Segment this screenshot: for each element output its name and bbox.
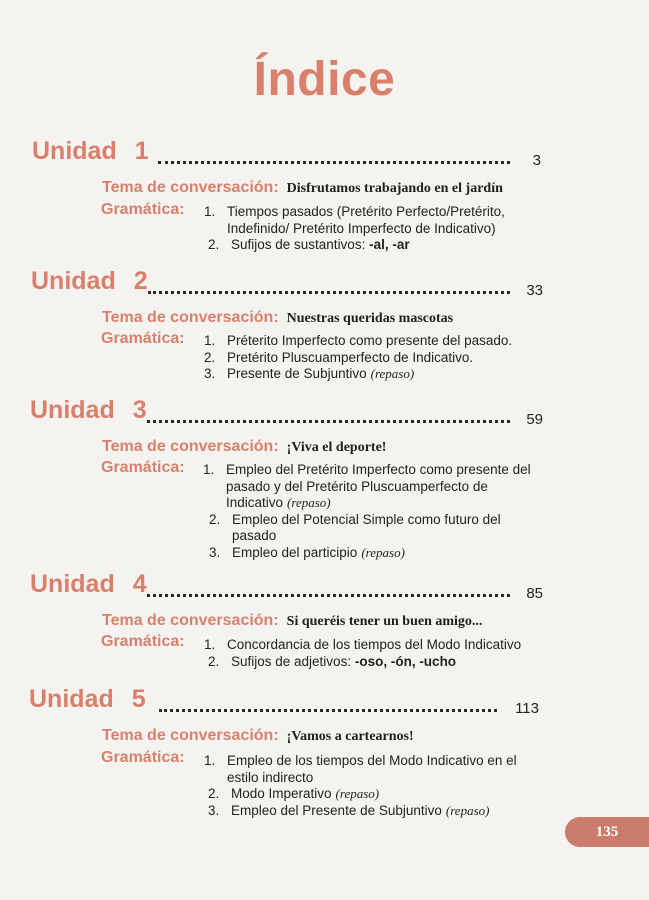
- unit-1-title: [32, 137, 149, 166]
- unit-1-label: Unidad: [32, 137, 117, 165]
- unit-5-grammar-list: [204, 753, 540, 819]
- unit-3-leader: [147, 420, 510, 423]
- grammar-item: 3. Empleo del participio (repaso): [209, 544, 405, 560]
- unit-1-grammar-list: [204, 204, 524, 254]
- grammar-item: 3. Presente de Subjuntivo (repaso): [204, 366, 415, 381]
- unit-5-number: 5: [131, 685, 146, 713]
- unit-5-topic-text: ¡Vamos a cartearnos!: [286, 729, 414, 744]
- unit-2-page[interactable]: 33: [526, 282, 543, 299]
- unit-3-label: Unidad: [30, 396, 115, 424]
- unit-5-header[interactable]: [0, 685, 649, 719]
- unit-5-leader: [159, 709, 497, 712]
- unit-2-grammar-list: [204, 333, 544, 383]
- unit-2-topic: Tema de conversación: Nuestras queridas mascotas: [102, 309, 454, 326]
- unit-4-grammar-list: [204, 637, 544, 670]
- grammar-label: Gramática:: [101, 633, 185, 650]
- unit-1-page[interactable]: 3: [532, 152, 541, 169]
- unit-4-leader: [147, 594, 510, 597]
- unit-2-topic-text: Nuestras queridas mascotas: [286, 311, 454, 326]
- unit-2-leader: [148, 291, 510, 294]
- grammar-item: 1. Empleo del Pretérito Imperfecto como presente del pasado y del Pretérito Pluscuamperfecto de Indicativo (repaso): [203, 462, 531, 510]
- unit-3-grammar-list: [203, 462, 533, 561]
- unit-2-header[interactable]: [0, 267, 649, 301]
- grammar-label: Gramática:: [101, 749, 185, 766]
- grammar-item: 2. Sufijos de adjetivos: -oso, -ón, -ucho: [208, 653, 457, 669]
- unit-3-header[interactable]: [0, 396, 649, 430]
- grammar-item: 1. Empleo de los tiempos del Modo Indicativo en el estilo indirecto: [204, 753, 517, 785]
- page-number-badge: 135: [565, 817, 649, 847]
- unit-5-label: Unidad: [29, 685, 114, 713]
- grammar-item: 2. Pretérito Pluscuamperfecto de Indicativo.: [204, 349, 474, 365]
- grammar-item: 3. Empleo del Presente de Subjuntivo (repaso): [208, 802, 490, 818]
- unit-1-topic-text: Disfrutamos trabajando en el jardín: [286, 181, 503, 196]
- unit-4-topic-text: Si queréis tener un buen amigo...: [286, 614, 483, 629]
- unit-5-title: [29, 685, 146, 714]
- grammar-label: Gramática:: [101, 201, 185, 218]
- grammar-label: Gramática:: [101, 459, 185, 476]
- unit-3-topic-text: ¡Viva el deporte!: [286, 440, 387, 455]
- unit-4-topic: Tema de conversación: Si queréis tener un buen amigo...: [102, 612, 483, 629]
- unit-4-number: 4: [132, 570, 147, 598]
- grammar-item: 2. Empleo del Potencial Simple como futuro del pasado: [209, 511, 501, 543]
- grammar-item: 2. Modo Imperativo (repaso): [208, 786, 380, 801]
- unit-2-label: Unidad: [31, 267, 116, 295]
- unit-3-number: 3: [132, 396, 147, 424]
- unit-5-topic: Tema de conversación: ¡Vamos a cartearnos!: [102, 727, 414, 744]
- grammar-label: Gramática:: [101, 330, 185, 347]
- unit-3-topic: Tema de conversación: ¡Viva el deporte!: [102, 438, 387, 455]
- unit-3-page[interactable]: 59: [526, 411, 543, 428]
- unit-1-topic: [102, 179, 503, 197]
- unit-1-leader: [158, 161, 510, 164]
- unit-3-title: [30, 396, 147, 425]
- unit-5-page[interactable]: 113: [515, 700, 539, 717]
- grammar-item: 1. Concordancia de los tiempos del Modo Indicativo: [204, 637, 522, 652]
- unit-2-number: 2: [133, 267, 148, 295]
- grammar-item: 1. Tiempos pasados (Pretérito Perfecto/Pretérito, Indefinido/ Pretérito Imperfecto de Indicativo): [204, 204, 505, 236]
- topic-label: Tema de conversación:: [102, 179, 279, 196]
- unit-4-label: Unidad: [30, 570, 115, 598]
- grammar-item: 2. Sufijos de sustantivos: -al, -ar: [208, 237, 410, 252]
- unit-4-page[interactable]: 85: [526, 585, 543, 602]
- grammar-item: 1. Préterito Imperfecto como presente del pasado.: [204, 333, 513, 348]
- unit-1-number: 1: [134, 137, 149, 165]
- unit-4-title: [30, 570, 147, 599]
- page-title: Índice: [253, 53, 396, 106]
- unit-1-header[interactable]: [0, 137, 649, 171]
- unit-4-header[interactable]: [0, 570, 649, 604]
- unit-2-title: [31, 267, 148, 296]
